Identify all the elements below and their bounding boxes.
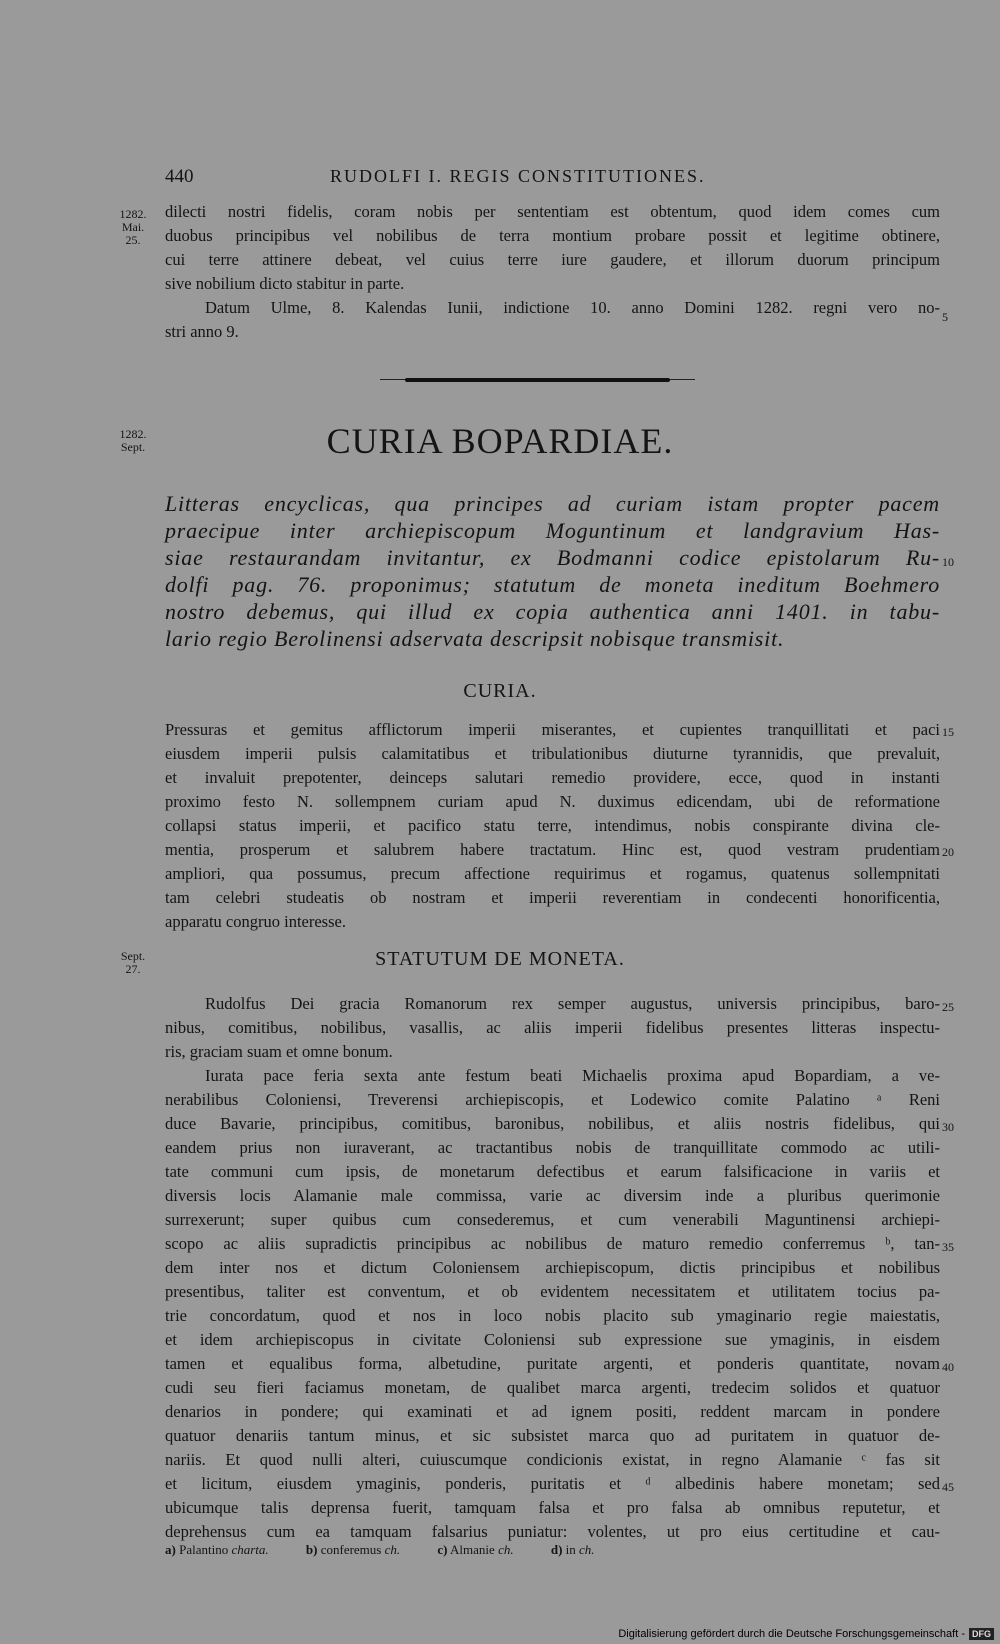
text-line: dem inter nos et dictum Coloniensem archiepiscopum, dictis principibus et nobilibus — [165, 1258, 940, 1277]
text-line: cudi seu fieri faciamus monetam, de qualibet marca argenti, tredecim solidos et quatuor — [165, 1378, 940, 1397]
text-line: eiusdem imperii pulsis calamitatibus et tribulationibus diuturne tyrannidis, que prevaluit, — [165, 744, 940, 763]
text-line: stri anno 9. — [165, 322, 239, 341]
footnotes — [165, 1542, 629, 1558]
line-number: 25 — [942, 1000, 954, 1014]
intro-line: lario regio Berolinensi adservata descripsit nobisque transmisit. — [165, 626, 785, 651]
text-line: mentia, prosperum et salubrem habere tractatum. Hinc est, quod vestram prudentiam — [165, 840, 940, 859]
text-line: tate communi cum ipsis, de monetarum defectibus et earum falsificacione in variis et — [165, 1162, 940, 1181]
text-line: et licitum, eiusdem ymaginis, ponderis, puritatis et ᵈ albedinis habere monetam; sed — [165, 1474, 940, 1493]
curia-text — [165, 718, 940, 934]
margin-day: 25. — [125, 233, 141, 247]
line-number: 10 — [942, 555, 954, 569]
margin-date-1 — [108, 208, 158, 247]
footnote: c) Almanie ch. — [437, 1542, 514, 1557]
top-text — [165, 200, 940, 344]
text-line: deprehensus cum ea tamquam falsarius puniatur: volentes, ut pro eius certitudine et cau- — [165, 1522, 940, 1541]
curia-heading: CURIA. — [463, 680, 537, 702]
text-line: proximo festo N. sollempnem curiam apud N. duximus edicendam, ubi de reformatione — [165, 792, 940, 811]
text-line: Iurata pace feria sexta ante festum beati Michaelis proxima apud Bopardiam, a ve- — [205, 1066, 940, 1085]
text-line: et idem archiepiscopus in civitate Coloniensi sub expressione sue ymaginis, in eisdem — [165, 1330, 940, 1349]
running-title: RUDOLFI I. REGIS CONSTITUTIONES. — [330, 166, 706, 186]
footnote: a) Palantino charta. — [165, 1542, 269, 1557]
intro-line: siae restaurandam invitantur, ex Bodmanni codice epistolarum Ru- — [165, 545, 940, 570]
intro-line: nostro debemus, qui illud ex copia authentica anni 1401. in tabu- — [165, 599, 940, 624]
text-line: surrexerunt; super quibus cum consederemus, et cum venerabili Maguntinensi archiepi- — [165, 1210, 940, 1229]
footnote: b) conferemus ch. — [305, 1542, 401, 1557]
text-line: nariis. Et quod nulli alteri, cuiuscumque condicionis existat, in regno Alamanie ᶜ fas sit — [165, 1450, 940, 1469]
footnote: d) in ch. — [550, 1542, 595, 1557]
text-line: quatuor denariis tantum minus, et sic subsistet marca quo ad puritatem in quatuor de- — [165, 1426, 940, 1445]
text-line: ubicumque talis deprensa fuerit, tamquam falsa et pro falsa ab omnibus reputetur, et — [165, 1498, 940, 1517]
text-line: presentibus, taliter est conventum, et ob evidentem necessitatem et utilitatem tocius pa- — [165, 1282, 940, 1301]
text-line: ris, graciam suam et omne bonum. — [165, 1042, 393, 1061]
text-line: scopo ac aliis supradictis principibus ac nobilibus de maturo remedio conferremus ᵇ, tan- — [165, 1234, 940, 1253]
margin-year: 1282. — [119, 427, 147, 441]
text-line: dilecti nostri fidelis, coram nobis per sententiam est obtentum, quod idem comes cum — [165, 202, 940, 221]
line-number: 40 — [942, 1360, 954, 1374]
intro-line: praecipue inter archiepiscopum Moguntinum et landgravium Has- — [165, 518, 940, 543]
line-number: 35 — [942, 1240, 954, 1254]
text-line: sive nobilium dicto stabitur in parte. — [165, 274, 405, 293]
digitization-credit — [618, 1628, 994, 1640]
page-number: 440 — [165, 166, 194, 187]
margin-day: 27. — [125, 962, 141, 976]
statutum-text — [165, 992, 940, 1544]
line-number: 20 — [942, 845, 954, 859]
text-line: ampliori, qua possumus, precum affectione requirimus et rogamus, quatenus sollempnitati — [165, 864, 940, 883]
line-number: 30 — [942, 1120, 954, 1134]
text-line: nerabilibus Coloniensi, Treverensi archiepiscopis, et Lodewico comite Palatino ᵃ Reni — [165, 1090, 940, 1109]
margin-month: Mai. — [121, 220, 145, 234]
text-line: tamen et equalibus forma, albetudine, puritate argenti, et ponderis quantitate, novam — [165, 1354, 940, 1373]
text-line: Rudolfus Dei gracia Romanorum rex semper augustus, universis principibus, baro- — [205, 994, 940, 1013]
section-title: CURIA BOPARDIAE. — [326, 421, 674, 461]
dfg-logo-icon: DFG — [969, 1628, 994, 1640]
margin-month: Sept. — [120, 440, 146, 454]
text-line: duobus principibus vel nobilibus de terra montium probare possit et legitime obtinere, — [165, 226, 940, 245]
text-line: eandem prius non iuraverant, ac tractantibus nobis de tranquillitate commodo ac utili- — [165, 1138, 940, 1157]
line-number: 15 — [942, 725, 954, 739]
margin-year: 1282. — [119, 207, 147, 221]
text-line: apparatu congruo interesse. — [165, 912, 346, 931]
text-line: cui terre attinere debeat, vel cuius terre iure gaudere, et illorum duorum principum — [165, 250, 940, 269]
text-line: duce Bavarie, principibus, comitibus, baronibus, nobilibus, et aliis nostris fidelibus, qui — [165, 1114, 940, 1133]
statutum-heading: STATUTUM DE MONETA. — [375, 948, 625, 970]
text-line: tam celebri studeatis ob nostram et imperii reverentiam in condecenti honorificentia, — [165, 888, 940, 907]
intro-line: dolfi pag. 76. proponimus; statutum de moneta ineditum Boehmero — [165, 572, 940, 597]
text-line: collapsi status imperii, et pacifico statu terre, intendimus, nobis conspirante divina cle- — [165, 816, 940, 835]
credit-text: Digitalisierung gefördert durch die Deutsche Forschungsgemeinschaft - — [618, 1628, 965, 1640]
text-line: denarios in pondere; qui examinati et ad ignem positi, reddent marcam in pondere — [165, 1402, 940, 1421]
intro-line: Litteras encyclicas, qua principes ad curiam istam propter pacem — [165, 491, 940, 516]
text-line: et invaluit prepotenter, deinceps salutari remedio providere, ecce, quod in instanti — [165, 768, 940, 787]
text-line: diversis locis Alamanie male commissa, varie ac diversim inde a pluribus querimonie — [165, 1186, 940, 1205]
text-line: Pressuras et gemitus afflictorum imperii miserantes, et cupientes tranquillitati et paci — [165, 720, 940, 739]
margin-month: Sept. — [120, 949, 146, 963]
section-divider — [380, 377, 695, 383]
editorial-intro — [165, 490, 940, 652]
text-line: Datum Ulme, 8. Kalendas Iunii, indictione 10. anno Domini 1282. regni vero no- — [205, 298, 940, 317]
text-line: nibus, comitibus, nobilibus, vasallis, ac aliis imperii fidelibus presentes litteras inspectu- — [165, 1018, 940, 1037]
line-number: 5 — [942, 310, 948, 324]
text-line: trie concordatum, quod et nos in loco nobis placito sub ymaginario regie maiestatis, — [165, 1306, 940, 1325]
line-number: 45 — [942, 1480, 954, 1494]
